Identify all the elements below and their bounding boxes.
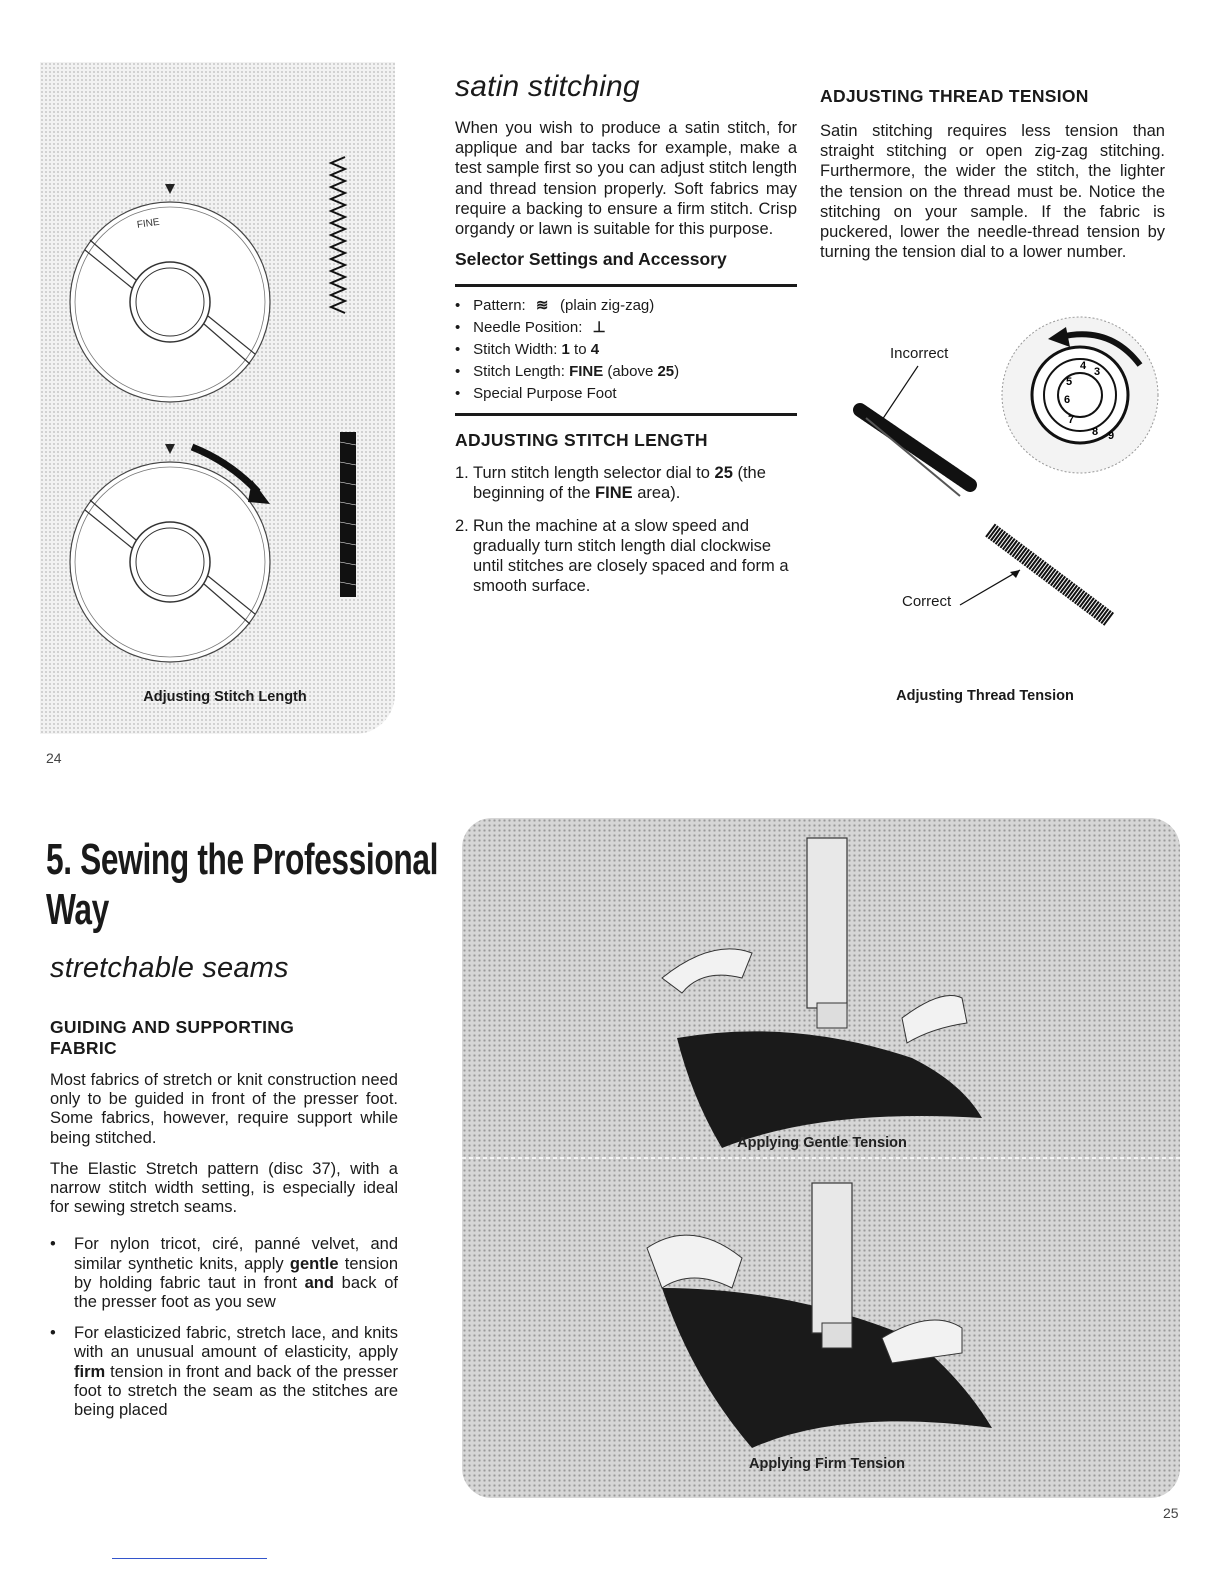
chapter-heading bbox=[46, 835, 439, 935]
sewing-machine-needle-bar bbox=[807, 838, 847, 1008]
bottom-rule bbox=[112, 1558, 267, 1559]
stitch-length-illustration bbox=[40, 62, 395, 734]
setting-stitch-width: • Stitch Width: 1 to 4 bbox=[455, 339, 797, 361]
bullet-gentle: • For nylon tricot, ciré, panné velvet, and similar synthetic knits, apply gentle tension by holding fabric taut in front and back of the presser foot as you sew bbox=[50, 1235, 398, 1312]
divider bbox=[455, 413, 797, 416]
pointer-triangle-icon bbox=[165, 184, 175, 194]
tension-bullets bbox=[50, 1235, 398, 1420]
tension-number: 7 bbox=[1068, 414, 1075, 426]
tension-photos-figure bbox=[462, 818, 1180, 1498]
zigzag-sample-open bbox=[331, 157, 345, 313]
tension-number: 9 bbox=[1108, 430, 1115, 442]
gentle-tension-scene bbox=[662, 838, 982, 1148]
chapter-title: 5. Sewing the Professional Way bbox=[46, 835, 439, 934]
stitch-length-dial-bottom bbox=[70, 444, 270, 662]
thread-tension-figure bbox=[830, 300, 1175, 720]
incorrect-label: Incorrect bbox=[890, 345, 949, 362]
tension-number: 8 bbox=[1092, 426, 1099, 438]
tension-number: 4 bbox=[1080, 360, 1087, 372]
stitch-length-caption: Adjusting Stitch Length bbox=[143, 689, 307, 705]
thread-tension-illustration bbox=[830, 300, 1175, 680]
satin-stitching-column bbox=[455, 70, 797, 608]
incorrect-stitch-sample bbox=[860, 366, 970, 496]
fine-label: FINE bbox=[136, 216, 161, 231]
firm-tension-scene bbox=[647, 1183, 992, 1448]
settings-list bbox=[455, 295, 797, 405]
zigzag-pattern-icon: ≋ bbox=[535, 297, 549, 315]
hand-left bbox=[647, 1235, 742, 1288]
setting-pattern: • Pattern: ≋ (plain zig-zag) bbox=[455, 295, 797, 317]
firm-tension-caption: Applying Firm Tension bbox=[748, 1456, 905, 1472]
paragraph-1: Most fabrics of stretch or knit construction need only to be guided in front of the presser foot. Some fabrics, however, require support while being stitched. bbox=[50, 1071, 398, 1147]
sewing-machine-needle-bar bbox=[812, 1183, 852, 1333]
correct-stitch-sample bbox=[960, 530, 1110, 620]
needle-position-center-icon: ⊥ bbox=[592, 319, 606, 337]
tension-number: 3 bbox=[1094, 366, 1101, 378]
setting-needle-position: • Needle Position: ⊥ bbox=[455, 317, 797, 339]
hand-right bbox=[882, 1320, 962, 1363]
hand-left bbox=[662, 949, 752, 993]
stretchable-seams-column bbox=[50, 952, 398, 1432]
tension-photos-illustration bbox=[462, 818, 1180, 1498]
page-number-24: 24 bbox=[46, 750, 62, 766]
stitch-length-steps bbox=[455, 463, 797, 596]
thread-tension-column bbox=[820, 86, 1165, 262]
setting-foot: • Special Purpose Foot bbox=[455, 383, 797, 405]
pointer-triangle-icon bbox=[165, 444, 175, 454]
section-title-stretchable-seams: stretchable seams bbox=[50, 952, 289, 984]
stitch-length-figure bbox=[40, 62, 395, 734]
stitch-length-dial-top bbox=[70, 184, 270, 402]
paragraph-2: The Elastic Stretch pattern (disc 37), with a narrow stitch width setting, is especially ideal for sewing stretch seams. bbox=[50, 1159, 398, 1217]
satin-stitching-intro: When you wish to produce a satin stitch, for applique and bar tacks for example, make a test sample first so you can adjust stitch length and thread tension properly. Soft fabrics may require a backing to ensure a firm stitch. Crisp organdy or lawn is suitable for this purpose. bbox=[455, 119, 797, 239]
tension-number: 5 bbox=[1066, 376, 1073, 388]
bullet-firm: • For elasticized fabric, stretch lace, and knits with an unusual amount of elasticity, apply firm tension in front and back of the presser foot to stretch the seam as the stitches are being placed bbox=[50, 1324, 398, 1420]
thread-tension-caption: Adjusting Thread Tension bbox=[896, 688, 1074, 704]
settings-heading: Selector Settings and Accessory bbox=[455, 249, 727, 270]
adjusting-thread-tension-heading: ADJUSTING THREAD TENSION bbox=[820, 86, 1089, 106]
tension-dial bbox=[1002, 317, 1158, 473]
tension-number: 6 bbox=[1064, 394, 1071, 406]
section-title-satin-stitching: satin stitching bbox=[455, 70, 640, 103]
adjusting-stitch-length-heading: ADJUSTING STITCH LENGTH bbox=[455, 430, 708, 451]
guiding-supporting-heading: GUIDING AND SUPPORTING FABRIC bbox=[50, 1017, 295, 1058]
step-2: 2. Run the machine at a slow speed and gradually turn stitch length dial clockwise until stitches are closely spaced and form a smooth surface. bbox=[455, 516, 789, 596]
step-1: 1. Turn stitch length selector dial to 25 (the beginning of the FINE area). bbox=[455, 464, 766, 503]
correct-label: Correct bbox=[902, 593, 952, 610]
thread-tension-text: Satin stitching requires less tension than straight stitching or open zig-zag stitching. Furthermore, the wider the stitch, the lighter the tension on the thread must be. Notice the stitching on your sample. If the fabric is puckered, lower the needle-thread tension by turning the tension dial to a lower number. bbox=[820, 122, 1165, 262]
page-number-25: 25 bbox=[1163, 1505, 1179, 1521]
satin-stitch-sample bbox=[340, 432, 356, 597]
gentle-tension-caption: Applying Gentle Tension bbox=[737, 1135, 907, 1151]
setting-stitch-length: • Stitch Length: FINE (above 25) bbox=[455, 361, 797, 383]
divider bbox=[455, 284, 797, 287]
hand-right bbox=[902, 996, 967, 1044]
